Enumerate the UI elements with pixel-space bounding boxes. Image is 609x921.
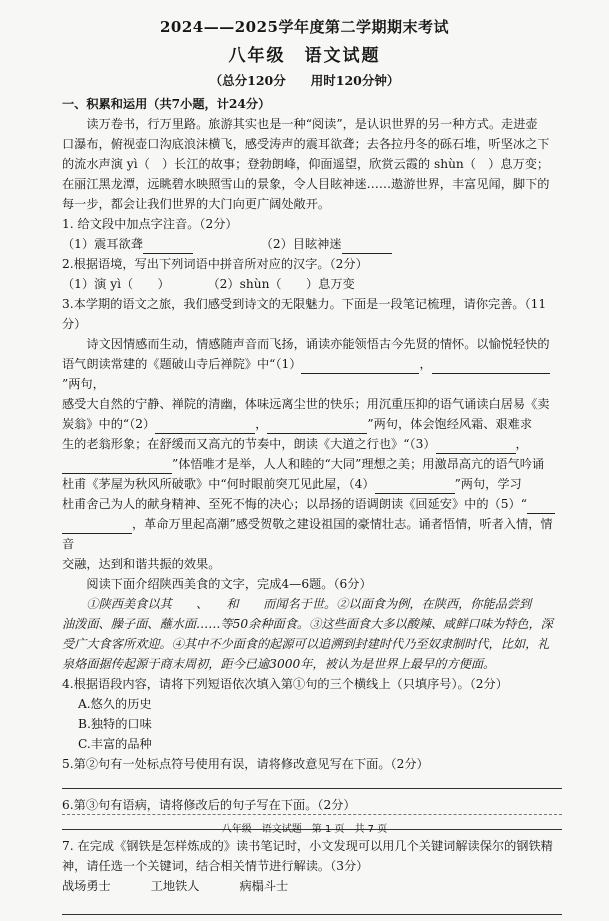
question-7: 神，请任选一个关键词，结合相关情节进行解读。（3分）: [62, 859, 369, 873]
q3-body-line: 杜甫舍己为人的献身精神、至死不悔的决心；以昂扬的语调朗读《回延安》中的（5）“: [62, 494, 562, 514]
question-3: 3.本学期的语文之旅，我们感受到诗文的无限魅力。下面是一段笔记梳理，请你完善。（11: [62, 297, 547, 311]
section-heading: 一、积累和运用（共7小题，计24分）: [62, 97, 271, 111]
q3-body-line: ，革命万里起高潮”感受贺敬之建设祖国的豪情壮志。诵者悟情，听者入情，情音: [62, 517, 553, 551]
q1-item: （2）目眩神迷: [260, 237, 342, 251]
question-2: 2.根据语境，写出下列词语中拼音所对应的汉字。（2分）: [62, 257, 368, 271]
q7-keyword: 病榻斗士: [239, 879, 289, 893]
q4-option: C.丰富的品种: [78, 737, 152, 751]
q4-option: A.悠久的历史: [78, 697, 152, 711]
q1-item: （1）震耳欲聋: [62, 237, 143, 251]
exam-title: 2024——2025学年度第二学期期末考试: [160, 18, 449, 36]
reading-intro: 阅读下面介绍陕西美食的文字，完成4—6题。（6分）: [86, 577, 372, 591]
passage-line: 口瀑布，俯视壶口沟底浪沫横飞，感受涛声的震耳欲聋；去各拉丹冬的砾石堆，听坚冰之下: [62, 137, 550, 151]
passage-line: 每一步，都会让我们世界的大门向更广阔处敞开。: [62, 197, 331, 211]
page-footer: 八年级 语文试题 第 1 页 共 7 页: [221, 824, 388, 835]
question-4: 4.根据语段内容，请将下列短语依次填入第①句的三个横线上（只填序号）。（2分）: [62, 677, 508, 691]
answer-line[interactable]: [62, 774, 562, 789]
passage-line: 的流水声演 yì（ ）长江的故事；登勃朗峰，仰面遥望，欣赏云霞的 shùn（ ）息万变；: [62, 157, 550, 171]
q3-body-line: 生的老翁形象；在舒缓而又高亢的节奏中，朗读《大道之行也》“（3） ，: [62, 434, 562, 454]
question-5: 5.第②句有一处标点符号使用有误，请将修改意见写在下面。（2分）: [62, 757, 429, 771]
q2-item: （1）演 yì（ ）: [62, 277, 170, 291]
grade-title: 八年级 语文试题: [228, 46, 381, 66]
question-2-items: [62, 274, 562, 294]
food-passage-line: 泉烙面据传起源于商末周初，距今已逾3000年，被认为是世界上最早的方便面。: [62, 657, 496, 671]
exam-content: [62, 94, 562, 921]
score-line: （总分120分 用时120分钟）: [209, 73, 400, 88]
q3-body-line: 感受大自然的宁静、禅院的清幽，体味远离尘世的快乐；用沉重压抑的语气诵读白居易《卖: [62, 397, 550, 411]
answer-blank[interactable]: [62, 533, 132, 534]
food-passage-line: ①陕西美食以其 、 和 而闻名于世。②以面食为例，在陕西，你能品尝到: [86, 597, 532, 611]
q3-body-line: 交融，达到和谐共振的效果。: [62, 557, 221, 571]
q2-item: （2）shùn（ ）息万变: [207, 277, 355, 291]
question-1-items: [62, 234, 562, 254]
q3-body-line: 杜甫《茅屋为秋风所破歌》中“何时眼前突兀见此屋，（4） ”两句，学习: [62, 474, 562, 494]
bottom-divider: [62, 814, 562, 815]
q3-body-line: 炭翁》中的“（2） ， ”两句，体会饱经风霜、艰难求: [62, 414, 562, 434]
question-1: 1. 给文段中加点字注音。（2分）: [62, 217, 238, 231]
food-passage-line: 受广大食客所欢迎。④其中不少面食的起源可以追溯到封建时代乃至奴隶制时代，比如，礼: [62, 637, 550, 651]
question-7: 7. 在完成《钢铁是怎样炼成的》读书笔记时，小文发现可以用几个关键词解读保尔的钢铁精: [62, 839, 553, 853]
passage-line: 在丽江黑龙潭，远眺碧水映照雪山的景象，令人目眩神迷……遨游世界，丰富见闻，脚下的: [62, 177, 550, 191]
food-passage-line: 油泼面、臊子面、蘸水面……等50余种面食。③这些面食大多以酸辣、咸鲜口味为特色，深: [62, 617, 553, 631]
q3-body-line: 语气朗读常建的《题破山寺后禅院》中“（1） ，”两句，: [62, 354, 562, 394]
q7-keyword-row: [62, 876, 562, 896]
q7-keyword: 工地铁人: [150, 879, 200, 893]
q4-option: B.独特的口味: [78, 717, 152, 731]
question-3: 分）: [62, 317, 87, 331]
answer-line[interactable]: [62, 900, 562, 915]
question-6: 6.第③句有语病，请将修改后的句子写在下面。（2分）: [62, 798, 356, 812]
q7-keyword: 战场勇士: [62, 879, 111, 893]
answer-blank[interactable]: [432, 373, 550, 374]
q3-body-line: ”体悟唯才是举，人人和睦的“大同”理想之美；用激昂高亢的语气吟诵: [62, 454, 562, 474]
q3-body-line: 诗文因情感而生动，情感随声音而飞扬，诵读亦能领悟古今先贤的情怀。以愉悦轻快的: [86, 337, 550, 351]
passage-line: 读万卷书，行万里路。旅游其实也是一种“阅读”，是认识世界的另一种方式。走进壶: [86, 117, 538, 131]
answer-blank[interactable]: [301, 373, 419, 374]
